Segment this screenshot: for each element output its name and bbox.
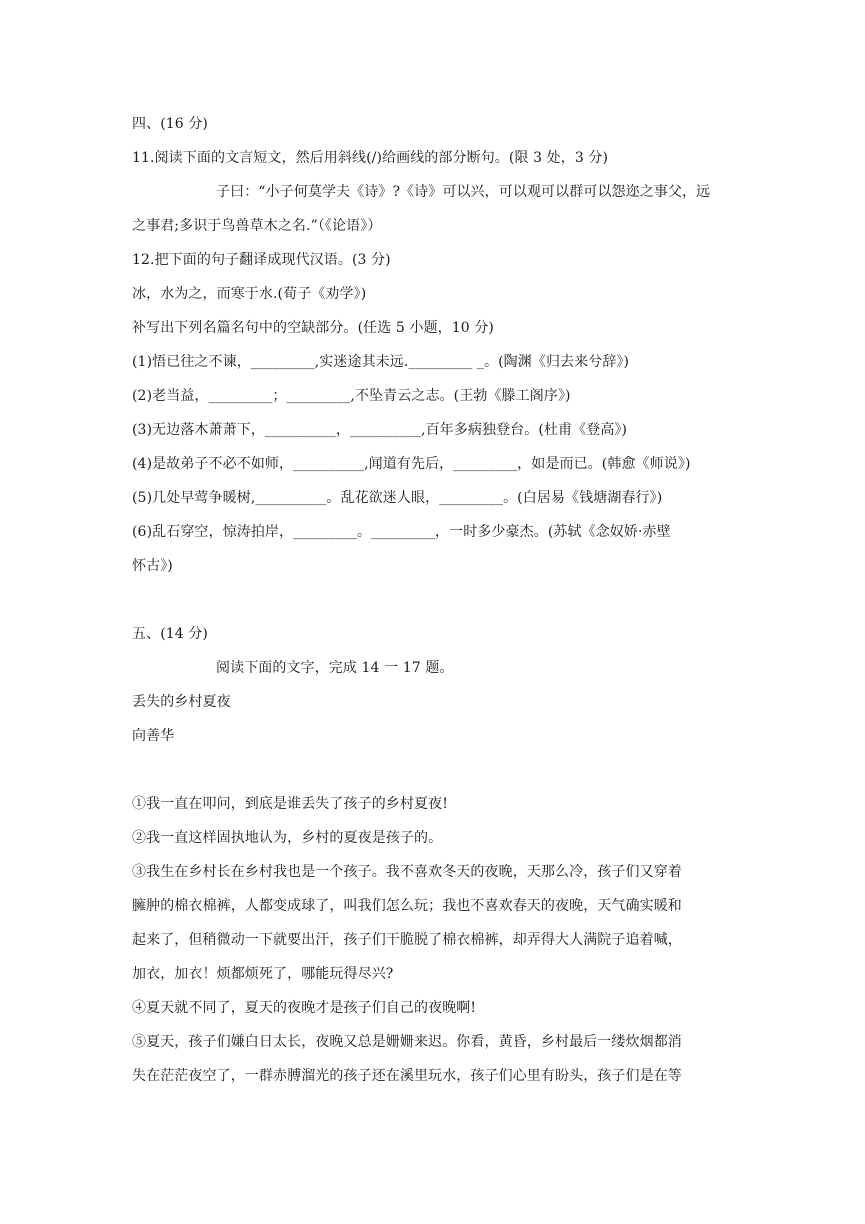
article-paragraph-line: 臃肿的棉衣棉裤，人都变成球了，叫我们怎么玩；我也不喜欢春天的夜晚，天气确实暖和 — [132, 898, 682, 914]
section-spacer — [132, 583, 742, 617]
fill-blank-item: (1)悟已往之不谏，_________,实迷途其未远._________ _。(陶渊《归去来兮辞》) — [132, 354, 630, 370]
fill-blank-item: (2)老当益，_________；_________,不坠青云之志。(王勃《滕工阁序》) — [132, 388, 571, 404]
article-paragraph-line: ③我生在乡村长在乡村我也是一个孩子。我不喜欢冬天的夜晚，天那么冷，孩子们又穿着 — [132, 864, 682, 880]
fill-blank-item: (4)是故弟子不必不如师，__________,闻道有先后，_________，如是而已。(韩愈《师说》) — [132, 456, 691, 472]
article-spacer — [132, 753, 742, 787]
section-4-heading: 四、(16 分) — [132, 116, 208, 132]
article-paragraph-line: ①我一直在叩问，到底是谁丢失了孩子的乡村夏夜! — [132, 796, 448, 812]
article-paragraph-line: ④夏天就不同了，夏天的夜晚才是孩子们自己的夜晚啊! — [132, 1000, 477, 1016]
document-page — [132, 107, 742, 1093]
question-13-prompt: 补写出下列名篇名句中的空缺部分。(任选 5 小题，10 分) — [132, 320, 494, 336]
question-11-passage-line-2: 之事君;多识于鸟兽草木之名.”（《论语》） — [132, 218, 382, 234]
article-paragraph-line: 起来了，但稍微动一下就要出汗，孩子们干脆脱了棉衣棉裤，却弄得大人满院子追着喊， — [132, 932, 682, 948]
article-paragraph-line: ②我一直这样固执地认为，乡村的夏夜是孩子的。 — [132, 830, 443, 846]
article-author: 向善华 — [132, 728, 175, 744]
article-paragraph-line: 加衣，加衣！烦都烦死了，哪能玩得尽兴? — [132, 966, 394, 982]
fill-blank-item: (5)几处早莺争暖树,__________。乱花欲迷人眼，_________。(白居易《钱塘湖春行》) — [132, 490, 663, 506]
question-12-prompt: 12.把下面的句子翻译成现代汉语。(3 分) — [132, 252, 391, 268]
fill-blank-item-continuation: 怀古》) — [132, 558, 173, 574]
section-5-instruction: 阅读下面的文字，完成 14 一 17 题。 — [216, 660, 454, 676]
question-12-sentence: 冰，水为之，而寒于水.(荀子《劝学》) — [132, 286, 367, 302]
question-11-passage-line-1: 子曰：“小子何莫学夫《诗》?《诗》可以兴，可以观可以群可以怨迩之事父，远 — [216, 184, 711, 200]
article-title: 丢失的乡村夏夜 — [132, 694, 231, 710]
section-5-heading: 五、(14 分) — [132, 626, 208, 642]
fill-blank-item: (3)无边落木萧萧下，__________，__________,百年多病独登台。(杜甫《登高》) — [132, 422, 628, 438]
article-paragraph-line: ⑤夏天，孩子们嫌白日太长，夜晚又总是姗姗来迟。你看，黄昏，乡村最后一缕炊烟都消 — [132, 1034, 682, 1050]
question-11-prompt: 11.阅读下面的文言短文，然后用斜线(/)给画线的部分断句。(限 3 处，3 分) — [132, 150, 609, 166]
fill-blank-item: (6)乱石穿空，惊涛拍岸，_________。_________，一时多少豪杰。(苏轼《念奴娇·赤壁 — [132, 524, 671, 540]
article-paragraph-line: 失在茫茫夜空了，一群赤膊溜光的孩子还在溪里玩水，孩子们心里有盼头，孩子们是在等 — [132, 1068, 682, 1084]
